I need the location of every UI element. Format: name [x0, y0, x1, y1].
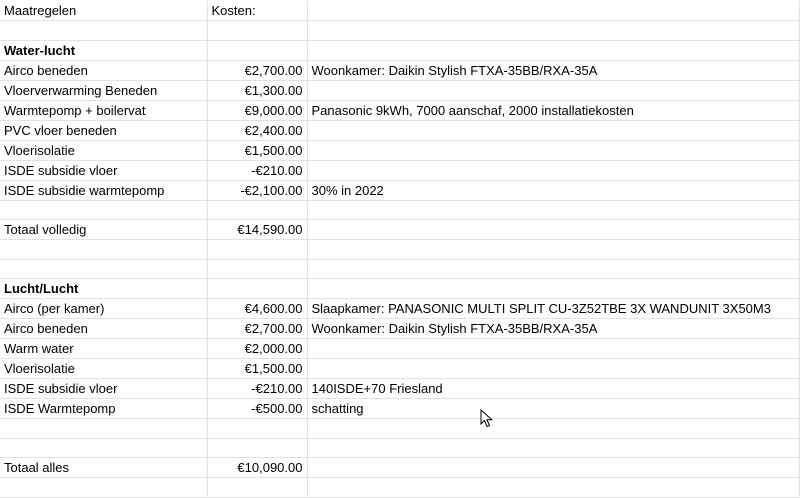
sheet-row: [0, 438, 799, 458]
cell-label[interactable]: ISDE Warmtepomp: [0, 399, 207, 419]
cell-label[interactable]: Airco (per kamer): [0, 299, 207, 319]
sheet-row: [0, 140, 799, 160]
cell-cost[interactable]: [207, 40, 307, 60]
spreadsheet-grid: [0, 1, 800, 498]
sheet-row: [0, 319, 799, 339]
cell-label[interactable]: Vloerisolatie: [0, 140, 207, 160]
cell-cost[interactable]: -€500.00: [207, 399, 307, 419]
cell-note[interactable]: [307, 21, 799, 41]
sheet-row: [0, 40, 799, 60]
cell-note[interactable]: Panasonic 9kWh, 7000 aanschaf, 2000 installatiekosten: [307, 100, 799, 120]
sheet-row: [0, 359, 799, 379]
cell-label[interactable]: Airco beneden: [0, 60, 207, 80]
cell-note[interactable]: 140ISDE+70 Friesland: [307, 379, 799, 399]
cell-cost[interactable]: [207, 419, 307, 439]
sheet-row: [0, 379, 799, 399]
sheet-row: [0, 279, 799, 299]
cell-note[interactable]: [307, 458, 799, 478]
cell-cost[interactable]: [207, 240, 307, 260]
cell-note[interactable]: [307, 80, 799, 100]
sheet-row: [0, 478, 799, 498]
sheet-row: [0, 21, 799, 41]
cell-note[interactable]: Woonkamer: Daikin Stylish FTXA-35BB/RXA-35A: [307, 319, 799, 339]
cell-note[interactable]: [307, 200, 799, 220]
cell-label[interactable]: ISDE subsidie vloer: [0, 160, 207, 180]
sheet-row: [0, 200, 799, 220]
cell-cost[interactable]: -€210.00: [207, 379, 307, 399]
cell-label[interactable]: Maatregelen: [0, 1, 207, 21]
cell-cost[interactable]: [207, 21, 307, 41]
cell-note[interactable]: [307, 359, 799, 379]
cell-note[interactable]: schatting: [307, 399, 799, 419]
cell-cost[interactable]: [207, 259, 307, 279]
cell-label[interactable]: [0, 419, 207, 439]
sheet-row: [0, 80, 799, 100]
sheet-row: [0, 458, 799, 478]
cell-label[interactable]: [0, 21, 207, 41]
cell-cost[interactable]: [207, 200, 307, 220]
sheet-row: [0, 259, 799, 279]
cell-note[interactable]: [307, 419, 799, 439]
cell-note[interactable]: Slaapkamer: PANASONIC MULTI SPLIT CU-3Z52TBE 3X WANDUNIT 3X50M3: [307, 299, 799, 319]
cell-cost[interactable]: €1,300.00: [207, 80, 307, 100]
cell-label[interactable]: Warmtepomp + boilervat: [0, 100, 207, 120]
sheet-row: [0, 60, 799, 80]
cell-note[interactable]: [307, 279, 799, 299]
cell-label[interactable]: PVC vloer beneden: [0, 120, 207, 140]
cell-cost[interactable]: €2,000.00: [207, 339, 307, 359]
sheet-row: [0, 120, 799, 140]
sheet-row: [0, 160, 799, 180]
cell-note[interactable]: [307, 259, 799, 279]
cell-label[interactable]: Totaal alles: [0, 458, 207, 478]
cell-cost[interactable]: €2,400.00: [207, 120, 307, 140]
sheet-row: [0, 1, 799, 21]
cell-note[interactable]: [307, 220, 799, 240]
cell-cost[interactable]: -€2,100.00: [207, 180, 307, 200]
cell-cost[interactable]: [207, 279, 307, 299]
cell-label[interactable]: Warm water: [0, 339, 207, 359]
cell-note[interactable]: [307, 478, 799, 498]
sheet-row: [0, 339, 799, 359]
cell-cost[interactable]: €1,500.00: [207, 359, 307, 379]
cell-note[interactable]: [307, 140, 799, 160]
cell-note[interactable]: 30% in 2022: [307, 180, 799, 200]
sheet-row: [0, 220, 799, 240]
cell-note[interactable]: [307, 40, 799, 60]
cell-label[interactable]: [0, 478, 207, 498]
cell-note[interactable]: [307, 120, 799, 140]
cell-label[interactable]: ISDE subsidie vloer: [0, 379, 207, 399]
cell-note[interactable]: [307, 339, 799, 359]
sheet-row: [0, 419, 799, 439]
cell-cost[interactable]: €4,600.00: [207, 299, 307, 319]
cell-label[interactable]: [0, 240, 207, 260]
sheet-row: [0, 299, 799, 319]
cell-note[interactable]: [307, 1, 799, 21]
cell-cost[interactable]: €2,700.00: [207, 60, 307, 80]
cell-cost[interactable]: [207, 438, 307, 458]
cell-cost[interactable]: -€210.00: [207, 160, 307, 180]
cell-label[interactable]: [0, 259, 207, 279]
sheet-row: [0, 100, 799, 120]
sheet-row: [0, 240, 799, 260]
cell-cost[interactable]: €1,500.00: [207, 140, 307, 160]
cell-cost[interactable]: €9,000.00: [207, 100, 307, 120]
cell-note[interactable]: [307, 240, 799, 260]
cell-label[interactable]: Water-lucht: [0, 40, 207, 60]
cell-label[interactable]: Totaal volledig: [0, 220, 207, 240]
cell-label[interactable]: [0, 438, 207, 458]
cell-cost[interactable]: Kosten:: [207, 1, 307, 21]
cell-cost[interactable]: €2,700.00: [207, 319, 307, 339]
cell-label[interactable]: Airco beneden: [0, 319, 207, 339]
cell-label[interactable]: [0, 200, 207, 220]
cell-label[interactable]: Vloerisolatie: [0, 359, 207, 379]
cell-label[interactable]: Lucht/Lucht: [0, 279, 207, 299]
sheet-row: [0, 399, 799, 419]
cell-note[interactable]: [307, 438, 799, 458]
cell-note[interactable]: [307, 160, 799, 180]
cell-cost[interactable]: €14,590.00: [207, 220, 307, 240]
cell-cost[interactable]: €10,090.00: [207, 458, 307, 478]
cell-label[interactable]: Vloerverwarming Beneden: [0, 80, 207, 100]
sheet-row: [0, 180, 799, 200]
cell-cost[interactable]: [207, 478, 307, 498]
mouse-cursor-icon: [480, 409, 494, 429]
cell-label[interactable]: ISDE subsidie warmtepomp: [0, 180, 207, 200]
cell-note[interactable]: Woonkamer: Daikin Stylish FTXA-35BB/RXA-35A: [307, 60, 799, 80]
